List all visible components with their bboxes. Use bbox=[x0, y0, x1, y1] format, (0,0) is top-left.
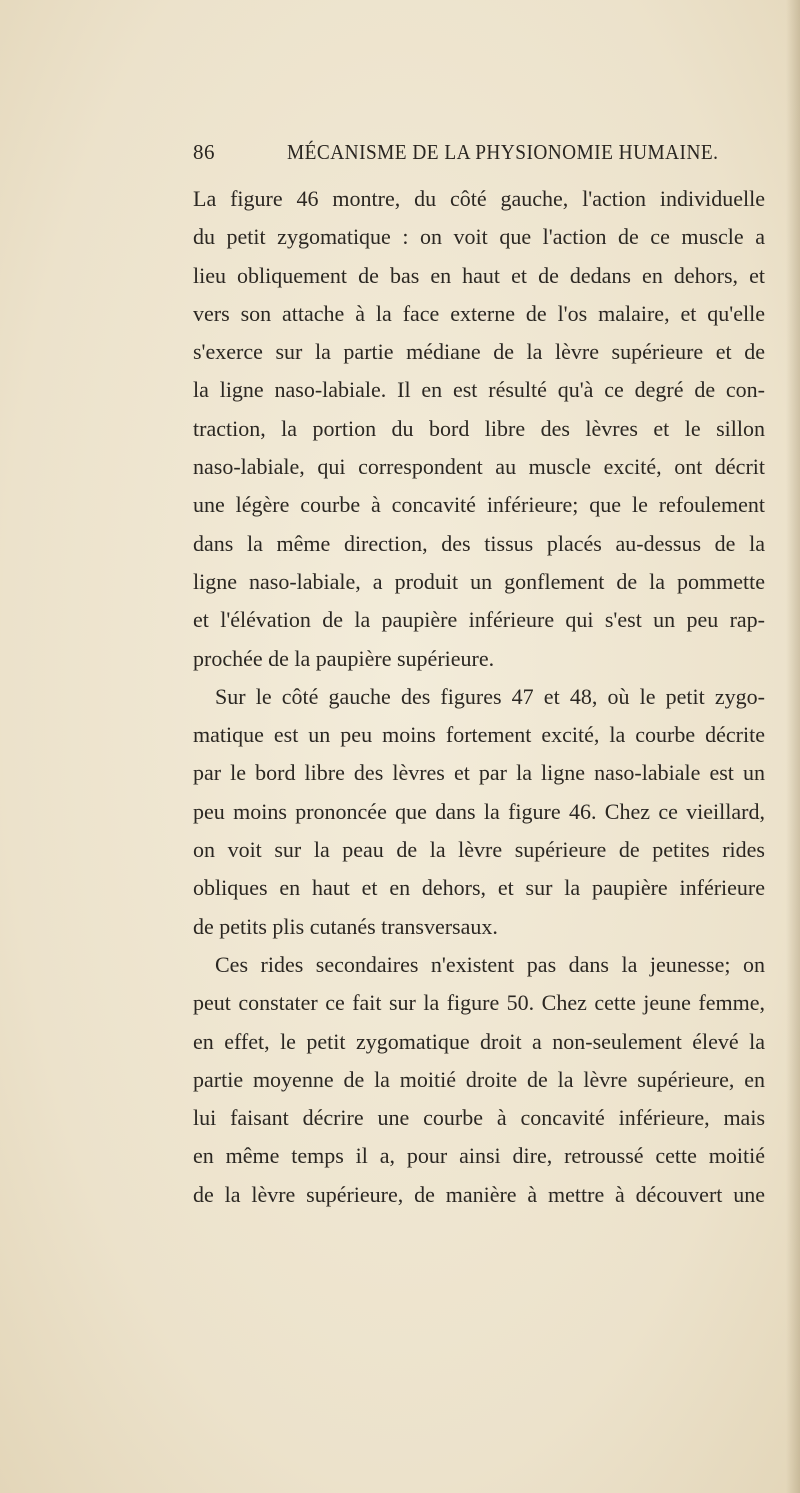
body-text bbox=[193, 180, 765, 1214]
text-line: la ligne naso-labiale. Il en est résulté qu'à ce degré de con- bbox=[193, 377, 765, 403]
text-line: traction, la portion du bord libre des lèvres et le sillon bbox=[193, 415, 765, 441]
text-line: de la lèvre supérieure, de manière à mettre à découvert une bbox=[193, 1181, 765, 1207]
text-line: obliques en haut et en dehors, et sur la paupière inférieure bbox=[193, 875, 765, 901]
text-line: et l'élévation de la paupière inférieure qui s'est un peu rap- bbox=[193, 607, 765, 633]
text-line: prochée de la paupière supérieure. bbox=[193, 645, 495, 671]
text-line: Sur le côté gauche des figures 47 et 48, où le petit zygo- bbox=[215, 683, 765, 709]
text-line: en effet, le petit zygomatique droit a non-seulement élevé la bbox=[193, 1028, 765, 1054]
text-line: de petits plis cutanés transversaux. bbox=[193, 913, 498, 939]
text-line: matique est un peu moins fortement excité, la courbe décrite bbox=[193, 722, 765, 748]
text-line: vers son attache à la face externe de l'os malaire, et qu'elle bbox=[193, 300, 765, 326]
text-line: ligne naso-labiale, a produit un gonflement de la pommette bbox=[193, 568, 765, 594]
page-edge-shadow bbox=[786, 0, 800, 1493]
running-head: MÉCANISME DE LA PHYSIONOMIE HUMAINE. bbox=[287, 140, 719, 164]
text-line: lieu obliquement de bas en haut et de dedans en dehors, et bbox=[193, 262, 765, 288]
text-line: peut constater ce fait sur la figure 50. Chez cette jeune femme, bbox=[193, 990, 765, 1016]
text-line: du petit zygomatique : on voit que l'action de ce muscle a bbox=[193, 224, 765, 250]
text-line: Ces rides secondaires n'existent pas dans la jeunesse; on bbox=[215, 951, 765, 977]
text-line: on voit sur la peau de la lèvre supérieure de petites rides bbox=[193, 837, 765, 863]
text-line: par le bord libre des lèvres et par la ligne naso-labiale est un bbox=[193, 760, 765, 786]
text-line: dans la même direction, des tissus placés au-dessus de la bbox=[193, 530, 765, 556]
text-line: s'exerce sur la partie médiane de la lèvre supérieure et de bbox=[193, 339, 765, 365]
text-line: en même temps il a, pour ainsi dire, retroussé cette moitié bbox=[193, 1143, 765, 1169]
text-line: La figure 46 montre, du côté gauche, l'action individuelle bbox=[193, 186, 765, 211]
page-header bbox=[193, 140, 765, 170]
text-line: partie moyenne de la moitié droite de la lèvre supérieure, en bbox=[193, 1066, 765, 1092]
page-number: 86 bbox=[193, 140, 215, 164]
text-line: peu moins prononcée que dans la figure 46. Chez ce vieillard, bbox=[193, 798, 765, 824]
text-line: naso-labiale, qui correspondent au muscle excité, ont décrit bbox=[193, 454, 765, 480]
text-line: une légère courbe à concavité inférieure; que le refoulement bbox=[193, 492, 765, 518]
text-line: lui faisant décrire une courbe à concavité inférieure, mais bbox=[193, 1105, 765, 1131]
